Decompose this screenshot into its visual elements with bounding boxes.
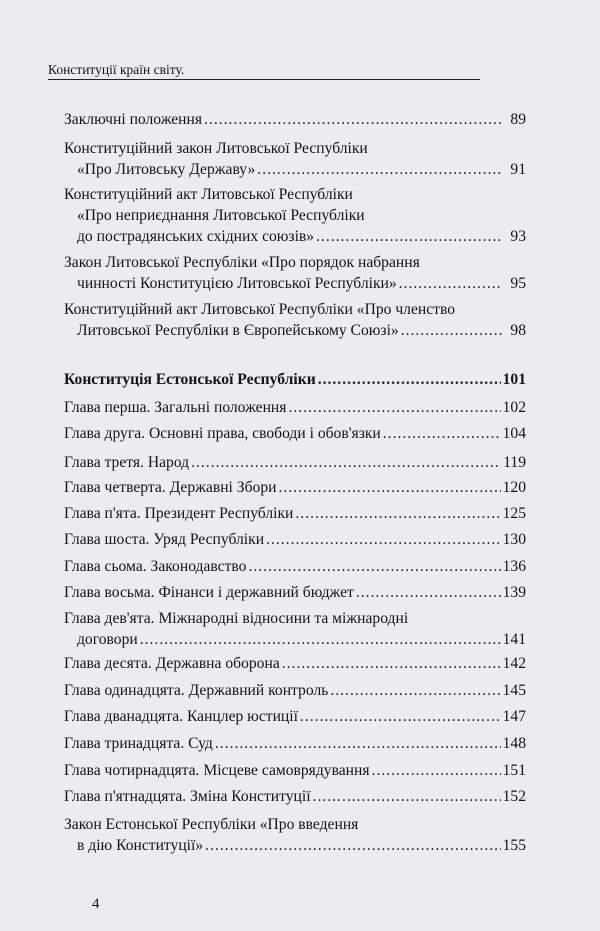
toc-entry-line xyxy=(64,226,526,247)
toc-entry-line xyxy=(64,582,526,603)
toc-page-number: 101 xyxy=(502,371,526,388)
toc-entry-line xyxy=(64,184,526,205)
toc-entry-title: Глава третя. Народ xyxy=(64,454,190,471)
toc-entry xyxy=(64,503,526,524)
toc-entry-line xyxy=(64,320,526,341)
toc-entry xyxy=(64,369,526,390)
toc-entry-line xyxy=(64,138,526,159)
toc-entry-title: Глава п'ята. Президент Республіки xyxy=(64,505,294,522)
toc-entry-title: «Про Литовську Державу» xyxy=(77,161,256,178)
header-rule xyxy=(48,79,480,80)
toc-entry-title: Конституційний акт Литовської Республіки «Про членство xyxy=(64,301,455,318)
toc-entry xyxy=(64,477,526,498)
toc-entry-title: Глава дев'ята. Міжнародні відносини та міжнародні xyxy=(64,610,409,627)
toc-page-number: 104 xyxy=(502,425,526,442)
toc-entry-title: Глава тринадцята. Суд xyxy=(64,735,213,752)
toc-entry-line xyxy=(64,835,526,856)
toc-entry-title: «Про неприєднання Литовської Республіки xyxy=(77,207,365,224)
toc-entry xyxy=(64,529,526,550)
toc-page-number: 151 xyxy=(502,762,526,779)
toc-page-number: 98 xyxy=(510,322,526,339)
toc-entry-line xyxy=(64,369,526,390)
dot-leader xyxy=(300,706,501,727)
toc-page-number: 95 xyxy=(510,275,526,292)
toc-entry-title: договори xyxy=(77,631,138,648)
dot-leader xyxy=(318,369,501,390)
toc-entry-line xyxy=(64,503,526,524)
toc-entry xyxy=(64,608,526,650)
toc-page-number: 136 xyxy=(502,558,526,575)
toc-entry-line xyxy=(64,477,526,498)
dot-leader xyxy=(282,653,501,674)
toc-entry-title: Заключні положення xyxy=(64,111,203,128)
dot-leader xyxy=(401,320,502,341)
toc-page-number: 139 xyxy=(502,584,526,601)
dot-leader xyxy=(257,159,502,180)
toc-entry-title: Глава четверта. Державні Збори xyxy=(64,479,277,496)
toc-entry xyxy=(64,397,526,418)
toc-entry-line xyxy=(64,733,526,754)
toc-entry xyxy=(64,184,526,247)
dot-leader xyxy=(248,556,500,577)
toc-entry-line xyxy=(64,273,526,294)
toc-entry xyxy=(64,109,526,130)
toc-entry-title: Глава шоста. Уряд Республіки xyxy=(64,531,265,548)
toc-entry-title: Закон Литовської Республіки «Про порядок набрання xyxy=(64,254,420,271)
toc-entry-title: в дію Конституції» xyxy=(77,837,204,854)
toc-entry-title: Конституційний акт Литовської Республіки xyxy=(64,186,353,203)
dot-leader xyxy=(205,835,500,856)
toc-entry xyxy=(64,556,526,577)
toc-page-number: 119 xyxy=(503,454,526,471)
dot-leader xyxy=(266,529,501,550)
toc-entry xyxy=(64,814,526,856)
toc-entry xyxy=(64,680,526,701)
toc-entry-line xyxy=(64,608,526,629)
toc-entry xyxy=(64,786,526,807)
toc-page-number: 142 xyxy=(502,655,526,672)
toc-page-number: 91 xyxy=(510,161,526,178)
toc-page-number: 89 xyxy=(510,111,526,128)
toc-entry-line xyxy=(64,653,526,674)
toc-entry xyxy=(64,706,526,727)
toc-page-number: 148 xyxy=(502,735,526,752)
toc-page-number: 102 xyxy=(502,399,526,416)
toc-entry-line xyxy=(64,556,526,577)
toc-entry-line xyxy=(64,397,526,418)
toc-entry-line xyxy=(64,760,526,781)
toc-entry-title: до пострадянських східних союзів» xyxy=(77,228,315,245)
toc-entry-line xyxy=(64,159,526,180)
toc-entry-line xyxy=(64,814,526,835)
toc-page-number: 141 xyxy=(502,631,526,648)
dot-leader xyxy=(204,109,502,130)
toc-entry-title: Конституція Естонської Республіки xyxy=(64,371,316,388)
toc-entry-title: Закон Естонської Республіки «Про введення xyxy=(64,816,359,833)
toc-entry-title: Глава п'ятнадцята. Зміна Конституції xyxy=(64,788,311,805)
toc-entry-line xyxy=(64,706,526,727)
toc-entry xyxy=(64,760,526,781)
toc-page-number: 152 xyxy=(502,788,526,805)
toc-entry-line xyxy=(64,299,526,320)
dot-leader xyxy=(288,397,500,418)
toc-entry-title: Глава одинадцята. Державний контроль xyxy=(64,682,329,699)
toc-entry xyxy=(64,423,526,444)
toc-entry-title: Глава десята. Державна оборона xyxy=(64,655,280,672)
toc-entry-line xyxy=(64,629,526,650)
toc-page-number: 145 xyxy=(502,682,526,699)
toc-entry-line xyxy=(64,423,526,444)
toc-entry-title: Глава друга. Основні права, свободи і обов'язки xyxy=(64,425,381,442)
toc-page-number: 93 xyxy=(510,228,526,245)
dot-leader xyxy=(356,582,501,603)
toc-entry-title: Глава перша. Загальні положення xyxy=(64,399,287,416)
toc-page-number: 120 xyxy=(502,479,526,496)
toc-page-number: 147 xyxy=(502,708,526,725)
toc-entry-line xyxy=(64,252,526,273)
dot-leader xyxy=(399,273,502,294)
toc-page-number: 125 xyxy=(502,505,526,522)
toc-entry xyxy=(64,653,526,674)
dot-leader xyxy=(313,786,501,807)
toc-entry-line xyxy=(64,205,526,226)
dot-leader xyxy=(215,733,501,754)
toc-entry xyxy=(64,582,526,603)
dot-leader xyxy=(330,680,500,701)
dot-leader xyxy=(295,503,500,524)
dot-leader xyxy=(140,629,501,650)
toc-entry xyxy=(64,733,526,754)
toc-entry xyxy=(64,299,526,341)
dot-leader xyxy=(278,477,500,498)
dot-leader xyxy=(191,452,501,473)
running-header: Конституції країн світу. xyxy=(48,62,185,77)
toc-entry xyxy=(64,138,526,180)
toc-entry-title: Глава дванадцята. Канцлер юстиції xyxy=(64,708,298,725)
dot-leader xyxy=(316,226,502,247)
toc-entry-line xyxy=(64,109,526,130)
page-number: 4 xyxy=(92,896,100,912)
toc-page-number: 155 xyxy=(502,837,526,854)
toc-entry xyxy=(64,252,526,294)
dot-leader xyxy=(383,423,501,444)
toc-entry-title: Глава сьома. Законодавство xyxy=(64,558,247,575)
dot-leader xyxy=(372,760,501,781)
toc-entry-title: Глава чотирнадцята. Місцеве самоврядування xyxy=(64,762,370,779)
toc-entry-title: Глава восьма. Фінанси і державний бюджет xyxy=(64,584,354,601)
toc-entry-line xyxy=(64,452,526,473)
toc-entry-line xyxy=(64,680,526,701)
toc-entry-line xyxy=(64,786,526,807)
toc-page-number: 130 xyxy=(502,531,526,548)
toc-entry xyxy=(64,452,526,473)
toc-entry-title: Конституційний закон Литовської Республіки xyxy=(64,140,368,157)
toc-entry-title: Литовської Республіки в Європейському Союзі» xyxy=(77,322,399,339)
toc-entry-title: чинності Конституцією Литовської Республіки» xyxy=(77,275,397,292)
toc-entry-line xyxy=(64,529,526,550)
